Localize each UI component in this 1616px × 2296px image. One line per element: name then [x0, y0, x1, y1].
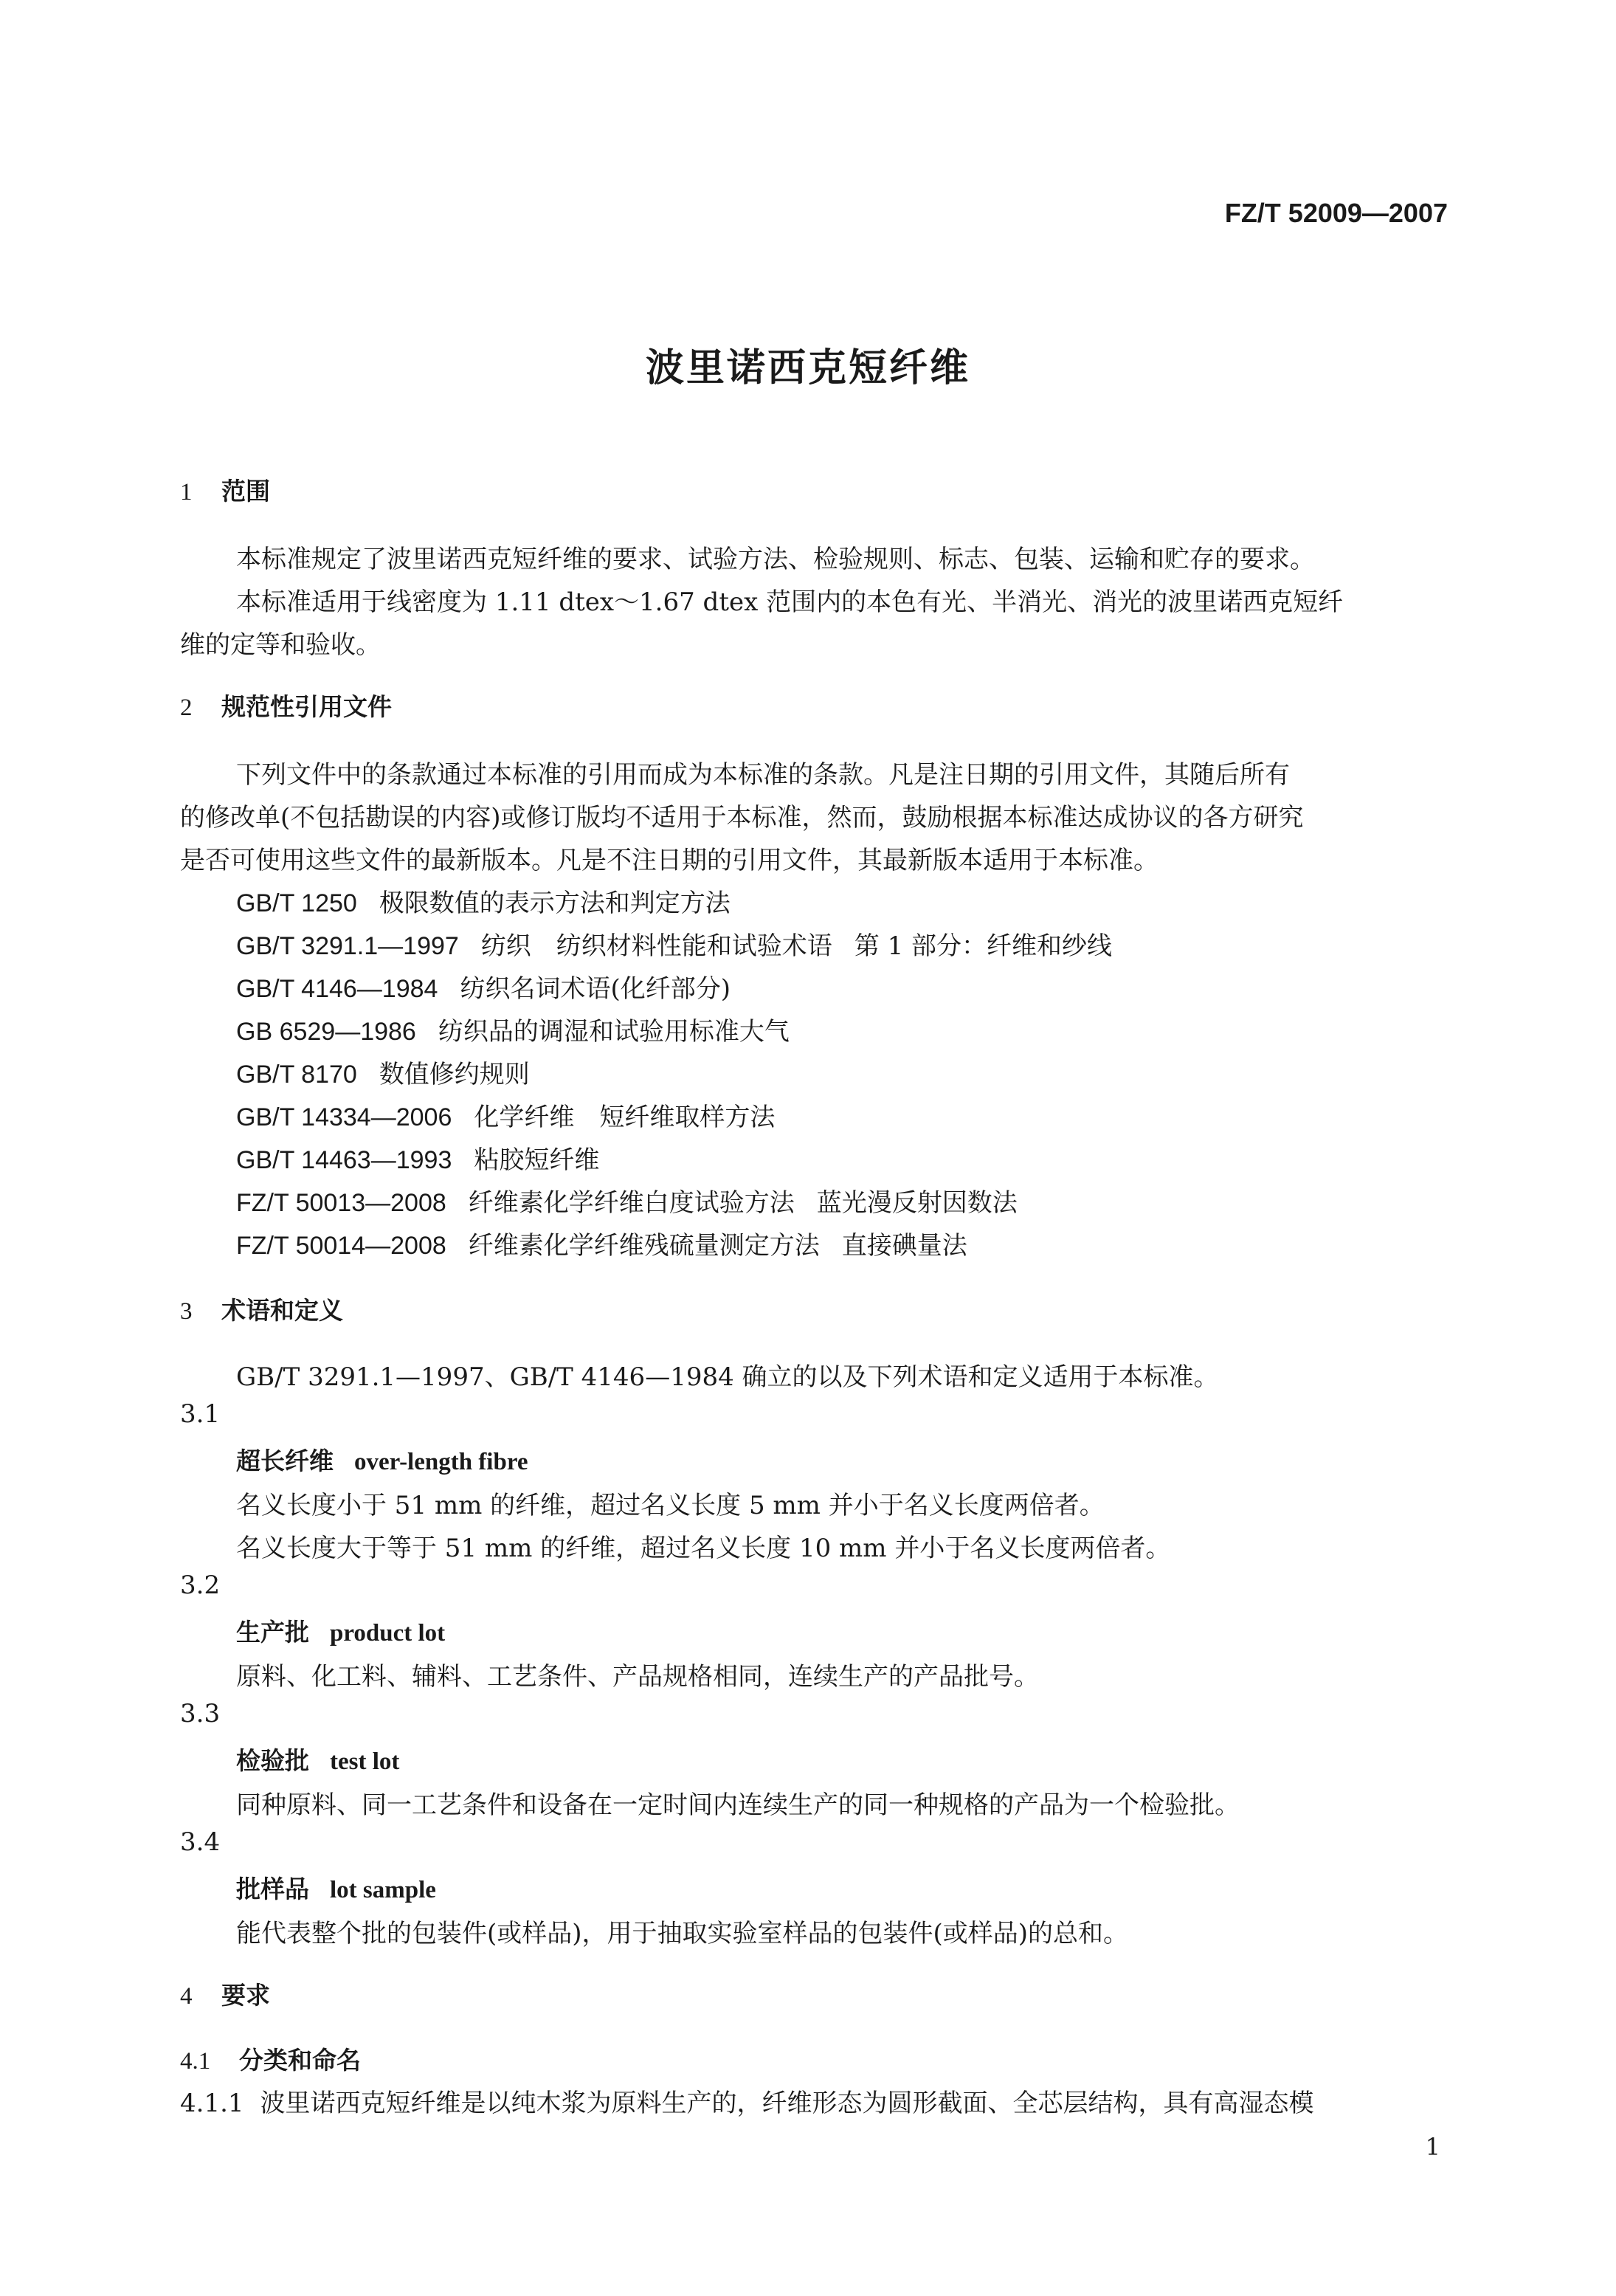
- term-heading: [236, 1742, 399, 1776]
- reference-item: [236, 1054, 530, 1090]
- section-title: 术语和定义: [221, 1296, 343, 1325]
- term-definition: 原料、化工料、辅料、工艺条件、产品规格相同，连续生产的产品批号。: [236, 1662, 1039, 1692]
- page-number: 1: [1425, 2133, 1440, 2161]
- term-en: over-length fibre: [354, 1449, 528, 1475]
- term-number: 3.1: [180, 1399, 221, 1429]
- reference-title: 纺织 纺织材料性能和试验术语: [480, 931, 832, 961]
- term-cn: 批样品: [236, 1875, 309, 1903]
- term-en: lot sample: [330, 1877, 436, 1903]
- reference-code: GB/T 8170: [236, 1061, 357, 1089]
- section-title: 要求: [221, 1981, 270, 2010]
- reference-title: 纤维素化学纤维残硫量测定方法: [468, 1231, 820, 1261]
- section-1-heading: [180, 472, 270, 507]
- subsection-4-1-heading: [180, 2041, 361, 2076]
- term-heading: [236, 1442, 528, 1477]
- term-number: 3.4: [180, 1827, 221, 1857]
- term-en: test lot: [330, 1748, 400, 1775]
- reference-code: GB 6529—1986: [236, 1018, 416, 1046]
- clause-number: 4.1.1: [180, 2089, 244, 2118]
- term-cn: 超长纤维: [236, 1447, 334, 1475]
- reference-subtitle: 第 1 部分：纤维和纱线: [854, 931, 1113, 961]
- reference-item: [236, 968, 731, 1004]
- section-title: 范围: [221, 477, 270, 506]
- section-title: 规范性引用文件: [221, 692, 392, 721]
- term-cn: 生产批: [236, 1618, 309, 1647]
- section-2-heading: [180, 688, 392, 723]
- term-number: 3.3: [180, 1699, 221, 1728]
- term-definition: 名义长度大于等于 51 mm 的纤维，超过名义长度 10 mm 并小于名义长度两倍者。: [236, 1534, 1171, 1563]
- term-cn: 检验批: [236, 1746, 309, 1775]
- reference-code: FZ/T 50013—2008: [236, 1189, 446, 1217]
- section-title: 分类和命名: [239, 2046, 361, 2075]
- section-number: 2: [180, 694, 193, 721]
- reference-title: 纺织名词术语(化纤部分): [460, 974, 731, 1004]
- paragraph: 下列文件中的条款通过本标准的引用而成为本标准的条款。凡是注日期的引用文件，其随后所有: [236, 760, 1290, 790]
- reference-item: [236, 1140, 599, 1176]
- reference-subtitle: 蓝光漫反射因数法: [816, 1188, 1018, 1218]
- section-number: 3: [180, 1298, 193, 1325]
- reference-code: GB/T 1250: [236, 889, 357, 917]
- reference-title: 极限数值的表示方法和判定方法: [379, 889, 731, 918]
- section-number: 4.1: [180, 2048, 211, 2075]
- paragraph: 是否可使用这些文件的最新版本。凡是不注日期的引用文件，其最新版本适用于本标准。: [180, 846, 1159, 875]
- term-en: product lot: [330, 1620, 446, 1647]
- term-number: 3.2: [180, 1571, 221, 1600]
- clause-4-1-1: [180, 2083, 1314, 2119]
- section-number: 4: [180, 1983, 193, 2010]
- reference-code: GB/T 4146—1984: [236, 975, 438, 1003]
- term-heading: [236, 1870, 436, 1905]
- term-definition: 名义长度小于 51 mm 的纤维，超过名义长度 5 mm 并小于名义长度两倍者。: [236, 1491, 1105, 1520]
- reference-title: 粘胶短纤维: [474, 1145, 600, 1175]
- document-code: FZ/T 52009—2007: [1224, 198, 1448, 228]
- paragraph: GB/T 3291.1—1997、GB/T 4146—1984 确立的以及下列术语和定义适用于本标准。: [236, 1362, 1219, 1392]
- reference-code: GB/T 14334—2006: [236, 1103, 452, 1131]
- reference-title: 纤维素化学纤维白度试验方法: [468, 1188, 795, 1218]
- reference-item: [236, 1225, 967, 1261]
- reference-item: [236, 925, 1112, 962]
- paragraph: 的修改单(不包括勘误的内容)或修订版均不适用于本标准，然而，鼓励根据本标准达成协议的各方研究: [180, 803, 1304, 832]
- reference-code: GB/T 3291.1—1997: [236, 932, 459, 960]
- reference-code: FZ/T 50014—2008: [236, 1232, 446, 1260]
- term-heading: [236, 1613, 445, 1648]
- section-4-heading: [180, 1976, 270, 2011]
- reference-title: 纺织品的调湿和试验用标准大气: [438, 1017, 790, 1047]
- section-3-heading: [180, 1292, 343, 1326]
- reference-title: 数值修约规则: [379, 1060, 530, 1089]
- reference-item: [236, 1011, 790, 1047]
- clause-text: 波里诺西克短纤维是以纯木浆为原料生产的，纤维形态为圆形截面、全芯层结构，具有高湿态模: [260, 2089, 1314, 2118]
- paragraph: 本标准适用于线密度为 1.11 dtex～1.67 dtex 范围内的本色有光、半消光、消光的波里诺西克短纤: [236, 587, 1344, 617]
- paragraph: 本标准规定了波里诺西克短纤维的要求、试验方法、检验规则、标志、包装、运输和贮存的要求。: [236, 545, 1315, 574]
- reference-item: [236, 1182, 1018, 1218]
- reference-subtitle: 直接碘量法: [841, 1231, 967, 1261]
- reference-item: [236, 883, 731, 919]
- page-title: 波里诺西克短纤维: [645, 346, 970, 390]
- reference-code: GB/T 14463—1993: [236, 1146, 452, 1174]
- term-definition: 同种原料、同一工艺条件和设备在一定时间内连续生产的同一种规格的产品为一个检验批。: [236, 1790, 1240, 1820]
- reference-item: [236, 1097, 775, 1133]
- term-definition: 能代表整个批的包装件(或样品)，用于抽取实验室样品的包装件(或样品)的总和。: [236, 1919, 1129, 1948]
- section-number: 1: [180, 479, 193, 506]
- paragraph: 维的定等和验收。: [180, 630, 381, 660]
- reference-title: 化学纤维 短纤维取样方法: [474, 1103, 776, 1132]
